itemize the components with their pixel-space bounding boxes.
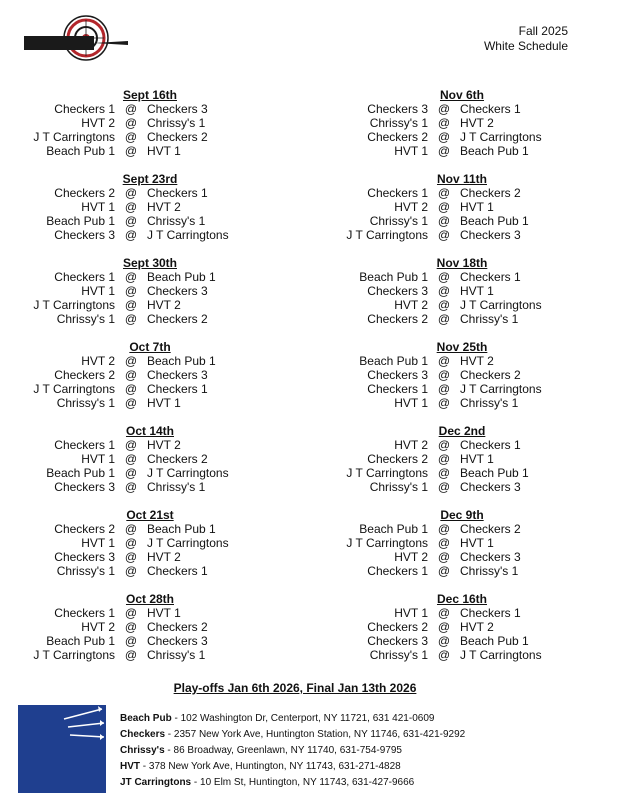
match-row bbox=[312, 480, 612, 494]
at-sign: @ bbox=[437, 130, 451, 144]
venue-details: - 102 Washington Dr, Centerport, NY 11721, 631 421-0609 bbox=[171, 713, 435, 724]
at-sign: @ bbox=[124, 312, 138, 326]
home-team: Checkers 3 bbox=[147, 368, 208, 382]
home-team: HVT 1 bbox=[460, 536, 494, 550]
venue-item bbox=[120, 711, 465, 727]
at-sign: @ bbox=[124, 130, 138, 144]
at-sign: @ bbox=[437, 522, 451, 536]
match-row bbox=[0, 214, 300, 228]
match-row bbox=[312, 634, 612, 648]
right-schedule-column bbox=[312, 88, 612, 676]
home-team: HVT 1 bbox=[147, 396, 181, 410]
left-schedule-column bbox=[0, 88, 300, 676]
match-row bbox=[0, 284, 300, 298]
week-block bbox=[312, 592, 612, 676]
schedule-name: White Schedule bbox=[483, 39, 568, 53]
away-team: Checkers 3 bbox=[54, 228, 115, 242]
match-row bbox=[0, 298, 300, 312]
match-row bbox=[312, 522, 612, 536]
away-team: Checkers 3 bbox=[54, 550, 115, 564]
match-row bbox=[312, 312, 612, 326]
at-sign: @ bbox=[437, 634, 451, 648]
home-team: Beach Pub 1 bbox=[460, 634, 529, 648]
at-sign: @ bbox=[437, 116, 451, 130]
away-team: Chrissy's 1 bbox=[369, 480, 428, 494]
away-team: Checkers 1 bbox=[54, 270, 115, 284]
week-date: Nov 25th bbox=[436, 340, 488, 354]
home-team: Checkers 2 bbox=[147, 452, 208, 466]
match-row bbox=[312, 130, 612, 144]
week-block bbox=[0, 88, 300, 172]
match-row bbox=[312, 648, 612, 662]
week-block bbox=[312, 424, 612, 508]
match-row bbox=[0, 312, 300, 326]
match-row bbox=[312, 396, 612, 410]
match-row bbox=[0, 368, 300, 382]
week-date: Nov 18th bbox=[436, 256, 488, 270]
away-team: Checkers 1 bbox=[54, 102, 115, 116]
match-row bbox=[0, 648, 300, 662]
at-sign: @ bbox=[437, 270, 451, 284]
home-team: Chrissy's 1 bbox=[147, 116, 206, 130]
home-team: Beach Pub 1 bbox=[460, 144, 529, 158]
home-team: Chrissy's 1 bbox=[460, 312, 519, 326]
home-team: HVT 2 bbox=[147, 298, 181, 312]
match-row bbox=[0, 270, 300, 284]
match-row bbox=[312, 102, 612, 116]
away-team: Checkers 2 bbox=[54, 186, 115, 200]
venue-item bbox=[120, 775, 465, 791]
home-team: Beach Pub 1 bbox=[460, 214, 529, 228]
at-sign: @ bbox=[124, 382, 138, 396]
at-sign: @ bbox=[124, 270, 138, 284]
home-team: HVT 2 bbox=[460, 620, 494, 634]
away-team: Checkers 2 bbox=[367, 130, 428, 144]
home-team: HVT 2 bbox=[460, 116, 494, 130]
away-team: Checkers 3 bbox=[54, 480, 115, 494]
home-team: Chrissy's 1 bbox=[460, 396, 519, 410]
at-sign: @ bbox=[124, 536, 138, 550]
at-sign: @ bbox=[124, 144, 138, 158]
away-team: Beach Pub 1 bbox=[359, 522, 428, 536]
away-team: Beach Pub 1 bbox=[359, 270, 428, 284]
home-team: Checkers 1 bbox=[460, 102, 521, 116]
venue-name: Beach Pub bbox=[120, 713, 172, 724]
away-team: Beach Pub 1 bbox=[46, 214, 115, 228]
match-row bbox=[312, 200, 612, 214]
home-team: Checkers 1 bbox=[460, 606, 521, 620]
away-team: Checkers 3 bbox=[367, 368, 428, 382]
home-team: HVT 1 bbox=[460, 284, 494, 298]
week-date: Sept 30th bbox=[122, 256, 177, 270]
week-block bbox=[312, 256, 612, 340]
week-date: Nov 11th bbox=[436, 172, 487, 186]
at-sign: @ bbox=[437, 550, 451, 564]
home-team: HVT 2 bbox=[460, 354, 494, 368]
at-sign: @ bbox=[124, 368, 138, 382]
away-team: Beach Pub 1 bbox=[46, 466, 115, 480]
away-team: J T Carringtons bbox=[346, 536, 428, 550]
venue-item bbox=[120, 727, 465, 743]
away-team: Chrissy's 1 bbox=[56, 396, 115, 410]
at-sign: @ bbox=[437, 284, 451, 298]
at-sign: @ bbox=[437, 536, 451, 550]
away-team: HVT 2 bbox=[394, 200, 428, 214]
away-team: Checkers 3 bbox=[367, 102, 428, 116]
venue-details: - 10 Elm St, Huntington, NY 11743, 631-427-9666 bbox=[191, 777, 415, 788]
match-row bbox=[312, 228, 612, 242]
venue-item bbox=[120, 759, 465, 775]
away-team: HVT 1 bbox=[81, 200, 115, 214]
match-row bbox=[312, 620, 612, 634]
match-row bbox=[312, 116, 612, 130]
at-sign: @ bbox=[124, 298, 138, 312]
match-row bbox=[312, 186, 612, 200]
home-team: Checkers 1 bbox=[460, 438, 521, 452]
venue-name: JT Carringtons bbox=[120, 777, 192, 788]
away-team: Checkers 1 bbox=[54, 438, 115, 452]
home-team: Checkers 2 bbox=[460, 186, 521, 200]
at-sign: @ bbox=[437, 480, 451, 494]
venue-name: HVT bbox=[120, 761, 140, 772]
at-sign: @ bbox=[124, 116, 138, 130]
match-row bbox=[0, 634, 300, 648]
home-team: Beach Pub 1 bbox=[147, 270, 216, 284]
away-team: J T Carringtons bbox=[33, 130, 115, 144]
away-team: HVT 2 bbox=[394, 438, 428, 452]
season-header bbox=[484, 24, 568, 54]
home-team: J T Carringtons bbox=[460, 648, 542, 662]
match-row bbox=[312, 382, 612, 396]
home-team: Checkers 3 bbox=[147, 102, 208, 116]
week-date: Oct 28th bbox=[125, 592, 174, 606]
away-team: HVT 1 bbox=[394, 396, 428, 410]
home-team: Chrissy's 1 bbox=[147, 480, 206, 494]
at-sign: @ bbox=[124, 620, 138, 634]
week-block bbox=[0, 592, 300, 676]
week-date: Sept 16th bbox=[122, 88, 177, 102]
match-row bbox=[312, 354, 612, 368]
match-row bbox=[0, 452, 300, 466]
match-row bbox=[312, 606, 612, 620]
home-team: HVT 1 bbox=[460, 200, 494, 214]
match-row bbox=[0, 480, 300, 494]
home-team: Beach Pub 1 bbox=[460, 466, 529, 480]
at-sign: @ bbox=[437, 564, 451, 578]
away-team: HVT 2 bbox=[81, 354, 115, 368]
home-team: HVT 1 bbox=[147, 606, 181, 620]
at-sign: @ bbox=[124, 228, 138, 242]
away-team: J T Carringtons bbox=[33, 298, 115, 312]
at-sign: @ bbox=[124, 186, 138, 200]
away-team: Checkers 3 bbox=[367, 634, 428, 648]
week-date: Oct 14th bbox=[125, 424, 174, 438]
home-team: Beach Pub 1 bbox=[147, 522, 216, 536]
darts-banner-icon bbox=[18, 705, 106, 793]
home-team: Checkers 1 bbox=[147, 382, 208, 396]
away-team: HVT 2 bbox=[394, 550, 428, 564]
at-sign: @ bbox=[124, 102, 138, 116]
home-team: HVT 2 bbox=[147, 200, 181, 214]
match-row bbox=[312, 144, 612, 158]
week-block bbox=[0, 508, 300, 592]
match-row bbox=[0, 466, 300, 480]
home-team: Beach Pub 1 bbox=[147, 354, 216, 368]
at-sign: @ bbox=[437, 620, 451, 634]
at-sign: @ bbox=[124, 550, 138, 564]
home-team: Checkers 2 bbox=[147, 312, 208, 326]
away-team: Checkers 3 bbox=[367, 284, 428, 298]
week-date: Nov 6th bbox=[439, 88, 484, 102]
home-team: J T Carringtons bbox=[460, 298, 542, 312]
at-sign: @ bbox=[437, 186, 451, 200]
at-sign: @ bbox=[124, 480, 138, 494]
week-block bbox=[0, 340, 300, 424]
away-team: Chrissy's 1 bbox=[369, 648, 428, 662]
at-sign: @ bbox=[124, 564, 138, 578]
away-team: Beach Pub 1 bbox=[46, 144, 115, 158]
venue-item bbox=[120, 743, 465, 759]
at-sign: @ bbox=[124, 284, 138, 298]
match-row bbox=[312, 536, 612, 550]
venue-details: - 378 New York Ave, Huntington, NY 11743, 631-271-4828 bbox=[140, 761, 401, 772]
match-row bbox=[312, 214, 612, 228]
away-team: J T Carringtons bbox=[346, 228, 428, 242]
at-sign: @ bbox=[437, 438, 451, 452]
home-team: HVT 1 bbox=[147, 144, 181, 158]
at-sign: @ bbox=[437, 606, 451, 620]
home-team: J T Carringtons bbox=[147, 536, 229, 550]
away-team: Checkers 2 bbox=[367, 620, 428, 634]
away-team: Beach Pub 1 bbox=[46, 634, 115, 648]
at-sign: @ bbox=[124, 648, 138, 662]
match-row bbox=[0, 536, 300, 550]
season-label: Fall 2025 bbox=[518, 24, 568, 38]
at-sign: @ bbox=[124, 438, 138, 452]
at-sign: @ bbox=[124, 396, 138, 410]
home-team: HVT 2 bbox=[147, 550, 181, 564]
match-row bbox=[0, 522, 300, 536]
away-team: Checkers 2 bbox=[54, 522, 115, 536]
at-sign: @ bbox=[437, 466, 451, 480]
venue-name: Checkers bbox=[120, 729, 166, 740]
home-team: J T Carringtons bbox=[147, 228, 229, 242]
away-team: HVT 1 bbox=[81, 284, 115, 298]
away-team: HVT 1 bbox=[394, 144, 428, 158]
home-team: Checkers 1 bbox=[147, 186, 208, 200]
at-sign: @ bbox=[437, 102, 451, 116]
match-row bbox=[0, 564, 300, 578]
home-team: Checkers 3 bbox=[460, 550, 521, 564]
at-sign: @ bbox=[124, 354, 138, 368]
home-team: Checkers 3 bbox=[147, 284, 208, 298]
home-team: Checkers 2 bbox=[147, 620, 208, 634]
home-team: Checkers 3 bbox=[147, 634, 208, 648]
week-block bbox=[312, 340, 612, 424]
away-team: HVT 2 bbox=[81, 116, 115, 130]
week-date: Dec 9th bbox=[440, 508, 484, 522]
match-row bbox=[312, 564, 612, 578]
home-team: Checkers 2 bbox=[147, 130, 208, 144]
dartboard-logo-icon bbox=[16, 14, 134, 64]
away-team: Chrissy's 1 bbox=[56, 312, 115, 326]
match-row bbox=[312, 438, 612, 452]
at-sign: @ bbox=[437, 214, 451, 228]
home-team: Checkers 1 bbox=[460, 270, 521, 284]
away-team: HVT 1 bbox=[81, 452, 115, 466]
at-sign: @ bbox=[124, 466, 138, 480]
home-team: HVT 2 bbox=[147, 438, 181, 452]
week-block bbox=[0, 256, 300, 340]
venue-name: Chrissy's bbox=[120, 745, 165, 756]
match-row bbox=[0, 228, 300, 242]
away-team: Checkers 1 bbox=[367, 186, 428, 200]
home-team: Checkers 1 bbox=[147, 564, 208, 578]
home-team: Chrissy's 1 bbox=[147, 648, 206, 662]
at-sign: @ bbox=[124, 606, 138, 620]
venue-details: - 86 Broadway, Greenlawn, NY 11740, 631-754-9795 bbox=[164, 745, 402, 756]
match-row bbox=[0, 116, 300, 130]
away-team: HVT 1 bbox=[81, 536, 115, 550]
association-logo bbox=[16, 14, 134, 64]
away-team: Checkers 1 bbox=[54, 606, 115, 620]
match-row bbox=[0, 144, 300, 158]
at-sign: @ bbox=[437, 354, 451, 368]
at-sign: @ bbox=[437, 200, 451, 214]
at-sign: @ bbox=[124, 634, 138, 648]
week-date: Dec 2nd bbox=[438, 424, 486, 438]
week-block bbox=[0, 172, 300, 256]
away-team: J T Carringtons bbox=[33, 382, 115, 396]
at-sign: @ bbox=[124, 214, 138, 228]
home-team: J T Carringtons bbox=[147, 466, 229, 480]
match-row bbox=[312, 466, 612, 480]
match-row bbox=[312, 452, 612, 466]
week-block bbox=[312, 88, 612, 172]
away-team: HVT 2 bbox=[81, 620, 115, 634]
match-row bbox=[0, 354, 300, 368]
away-team: HVT 2 bbox=[394, 298, 428, 312]
away-team: Chrissy's 1 bbox=[369, 116, 428, 130]
at-sign: @ bbox=[437, 312, 451, 326]
away-team: J T Carringtons bbox=[346, 466, 428, 480]
match-row bbox=[0, 130, 300, 144]
match-row bbox=[0, 200, 300, 214]
away-team: Checkers 1 bbox=[367, 564, 428, 578]
venue-details: - 2357 New York Ave, Huntington Station, NY 11746, 631-421-9292 bbox=[165, 729, 466, 740]
match-row bbox=[0, 550, 300, 564]
home-team: Checkers 2 bbox=[460, 368, 521, 382]
away-team: Checkers 2 bbox=[367, 312, 428, 326]
home-team: Checkers 3 bbox=[460, 228, 521, 242]
away-team: Checkers 2 bbox=[367, 452, 428, 466]
away-team: HVT 1 bbox=[394, 606, 428, 620]
match-row bbox=[312, 270, 612, 284]
week-date: Oct 7th bbox=[129, 340, 171, 354]
away-team: J T Carringtons bbox=[33, 648, 115, 662]
at-sign: @ bbox=[124, 200, 138, 214]
at-sign: @ bbox=[437, 648, 451, 662]
at-sign: @ bbox=[437, 144, 451, 158]
away-team: Checkers 1 bbox=[367, 382, 428, 396]
away-team: Chrissy's 1 bbox=[369, 214, 428, 228]
home-team: HVT 1 bbox=[460, 452, 494, 466]
away-team: Chrissy's 1 bbox=[56, 564, 115, 578]
at-sign: @ bbox=[437, 228, 451, 242]
home-team: Checkers 2 bbox=[460, 522, 521, 536]
at-sign: @ bbox=[124, 522, 138, 536]
match-row bbox=[0, 382, 300, 396]
match-row bbox=[312, 550, 612, 564]
home-team: Chrissy's 1 bbox=[460, 564, 519, 578]
playoffs-notice: Play-offs Jan 6th 2026, Final Jan 13th 2026 bbox=[173, 681, 417, 695]
venue-list bbox=[120, 711, 465, 791]
home-team: J T Carringtons bbox=[460, 130, 542, 144]
match-row bbox=[0, 606, 300, 620]
match-row bbox=[0, 102, 300, 116]
week-date: Dec 16th bbox=[436, 592, 488, 606]
home-team: J T Carringtons bbox=[460, 382, 542, 396]
match-row bbox=[0, 186, 300, 200]
match-row bbox=[0, 438, 300, 452]
week-block bbox=[0, 424, 300, 508]
match-row bbox=[0, 396, 300, 410]
home-team: Checkers 3 bbox=[460, 480, 521, 494]
week-date: Oct 21st bbox=[126, 508, 174, 522]
at-sign: @ bbox=[437, 298, 451, 312]
week-block bbox=[312, 508, 612, 592]
home-team: Chrissy's 1 bbox=[147, 214, 206, 228]
week-date: Sept 23rd bbox=[122, 172, 178, 186]
at-sign: @ bbox=[437, 396, 451, 410]
at-sign: @ bbox=[437, 368, 451, 382]
at-sign: @ bbox=[437, 452, 451, 466]
away-team: Checkers 2 bbox=[54, 368, 115, 382]
at-sign: @ bbox=[124, 452, 138, 466]
match-row bbox=[312, 368, 612, 382]
week-block bbox=[312, 172, 612, 256]
match-row bbox=[312, 298, 612, 312]
match-row bbox=[312, 284, 612, 298]
lets-play-darts-banner bbox=[18, 705, 106, 793]
away-team: Beach Pub 1 bbox=[359, 354, 428, 368]
at-sign: @ bbox=[437, 382, 451, 396]
match-row bbox=[0, 620, 300, 634]
